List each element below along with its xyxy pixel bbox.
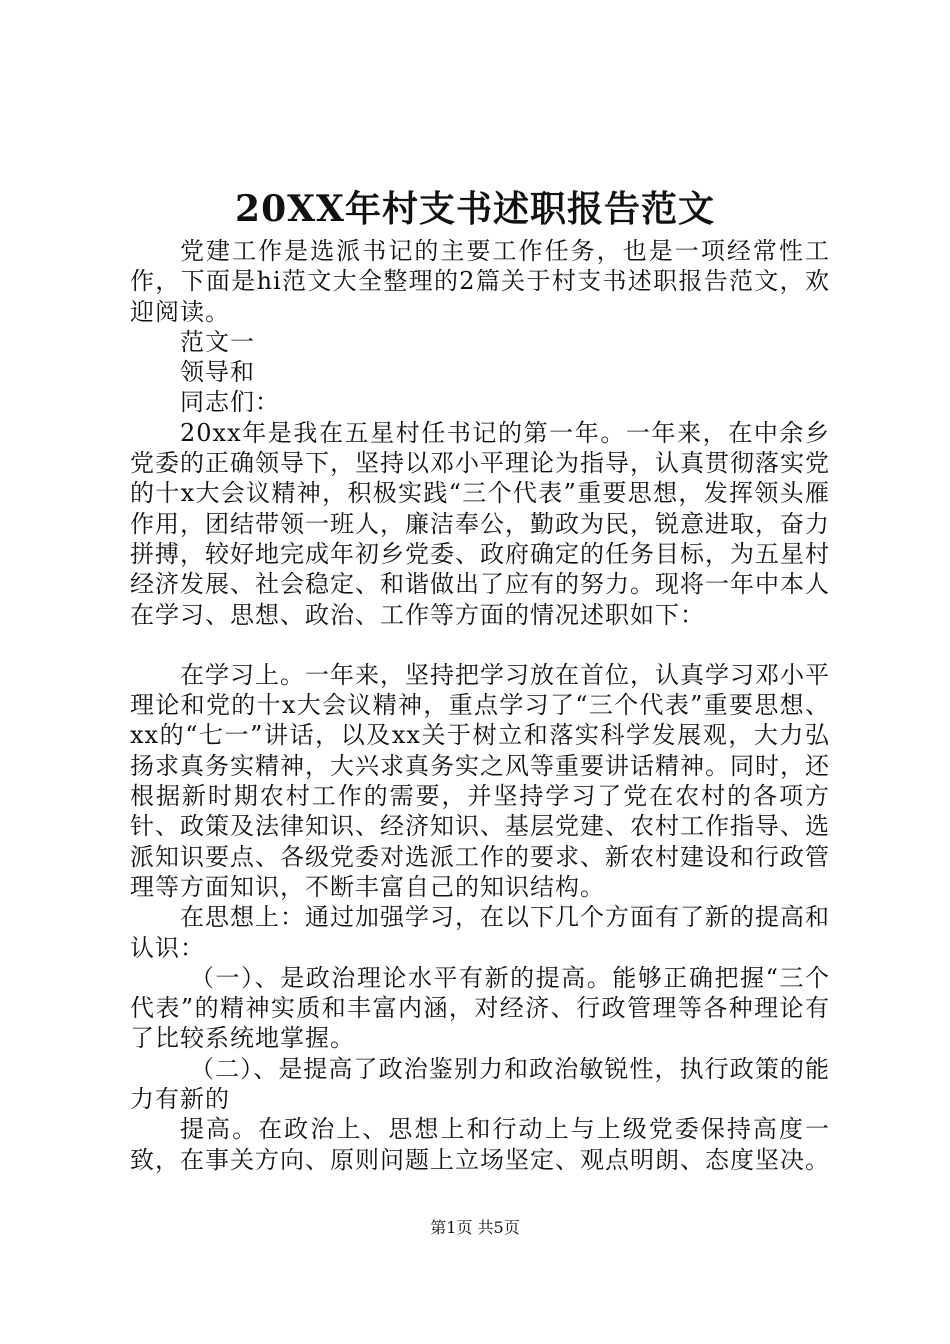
body-paragraph: 提高。在政治上、思想上和行动上与上级党委保持高度一致，在事关方向、原则问题上立场坚定、观点明朗、态度坚决。 [130, 1115, 830, 1174]
section-heading: 范文一 [180, 327, 255, 356]
intro-paragraph: 党建工作是选派书记的主要工作任务，也是一项经常性工作，下面是hi范文大全整理的2篇关于村支书述职报告范文，欢迎阅读。 [130, 237, 830, 326]
body-paragraph: 在学习上。一年来，坚持把学习放在首位，认真学习邓小平理论和党的十x大会议精神，重点学习了“三个代表”重要思想、xx的“七一”讲话，以及xx关于树立和落实科学发展观，大力弘扬求真务实精神，大兴求真务实之风等重要讲话精神。同时，还根据新时期农村工作的需要，并坚持学习了党在农村的各项方针、政策及法律知识、经济知识、基层党建、农村工作指导、选派知识要点、各级党委对选派工作的要求、新农村建设和行政管理等方面知识，不断丰富自己的知识结构。 [130, 660, 830, 901]
salutation-line: 同志们： [180, 388, 280, 417]
salutation-line: 领导和 [180, 358, 255, 387]
list-item: （一）、是政治理论水平有新的提高。能够正确把握“三个代表”的精神实质和丰富内涵，对经济、行政管理等各种理论有了比较系统地掌握。 [130, 963, 830, 1053]
paragraph-gap [130, 630, 830, 660]
list-item: （二）、是提高了政治鉴别力和政治敏锐性，执行政策的能力有新的 [130, 1054, 830, 1114]
document-body [130, 236, 830, 1175]
body-paragraph: 在思想上：通过加强学习，在以下几个方面有了新的提高和认识： [130, 903, 830, 962]
body-paragraph: 20xx年是我在五星村任书记的第一年。一年来，在中余乡党委的正确领导下，坚持以邓小平理论为指导，认真贯彻落实党的十x大会议精神，积极实践“三个代表”重要思想，发挥领头雁作用，团结带领一班人，廉洁奉公，勤政为民，锐意进取，奋力拼搏，较好地完成年初乡党委、政府确定的任务目标，为五星村经济发展、社会稳定、和谐做出了应有的努力。现将一年中本人在学习、思想、政治、工作等方面的情况述职如下： [130, 418, 830, 629]
document-title: 20XX年村支书述职报告范文 [235, 188, 715, 230]
page-footer: 第1页 共5页 [430, 1218, 520, 1237]
